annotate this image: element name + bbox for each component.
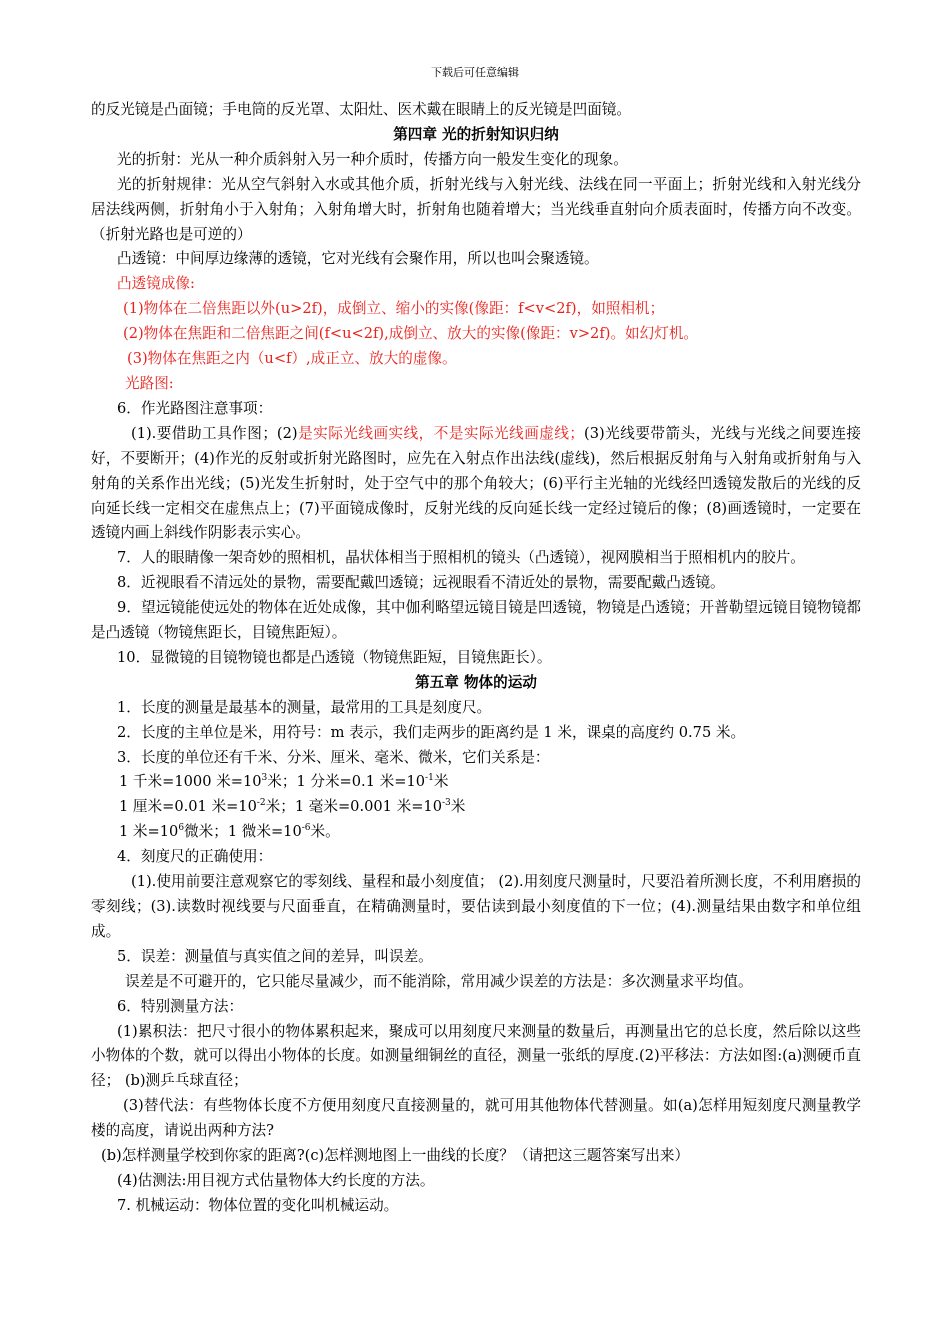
item-1-length-measurement: 1．长度的测量是最基本的测量，最常用的工具是刻度尺。 bbox=[117, 698, 492, 716]
item-3-unit-relations: 3．长度的单位还有千米、分米、厘米、毫米、微米，它们关系是： bbox=[117, 748, 550, 766]
imaging-case-3: (3)物体在焦距之内（u<f）,成正立、放大的虚像。 bbox=[127, 350, 457, 368]
imaging-case-2: (2)物体在焦距和二倍焦距之间(f<u<2f),成倒立、放大的实像(像距：v>2f)。如幻灯机。 bbox=[123, 325, 699, 343]
method-accumulation-translation: (1)累积法：把尺寸很小的物体累积起来，聚成可以用刻度尺来测量的数量后，再测量出它的总长度，然后除以这些小物体的个数，就可以得出小物体的长度。如测量细铜丝的直径，测量一张纸的厚度.(2)平移法：方法如图:(a)测硬币直径； (b)测乒乓球直径； bbox=[91, 1022, 861, 1090]
paragraph-mirror-types: 的反光镜是凸面镜；手电筒的反光罩、太阳灶、医术戴在眼睛上的反光镜是凹面镜。 bbox=[91, 101, 631, 118]
notes-part-1: (1).要借助工具作图；(2) bbox=[131, 424, 298, 442]
method-substitution-questions: (b)怎样测量学校到你家的距离?(c)怎样测地图上一曲线的长度？（请把这三题答案写出来） bbox=[101, 1147, 690, 1165]
item-7-mechanical-motion: 7. 机械运动：物体位置的变化叫机械运动。 bbox=[117, 1196, 399, 1214]
convex-lens-imaging-title: 凸透镜成像: bbox=[117, 275, 195, 293]
document-body bbox=[91, 98, 861, 1219]
item-5-error: 5．误差：测量值与真实值之间的差异，叫误差。 bbox=[117, 947, 433, 965]
item-10-microscope: 10．显微镜的目镜物镜也都是凸透镜（物镜焦距短，目镜焦距长）。 bbox=[117, 648, 552, 666]
unit-relation-2: 1 厘米=0.01 米$=10^{-2}$米；1 毫米=0.001 米$=10^{-3}$米 bbox=[119, 798, 466, 816]
item-9-telescope: 9．望远镜能使远处的物体在近处成像，其中伽利略望远镜目镜是凹透镜，物镜是凸透镜；开普勒望远镜目镜物镜都是凸透镜（物镜焦距长，目镜焦距短）。 bbox=[91, 599, 861, 642]
error-detail: 误差是不可避开的，它只能尽量减少，而不能消除，常用减少误差的方法是：多次测量求平均值。 bbox=[125, 972, 753, 990]
item-8-glasses: 8．近视眼看不清远处的景物，需要配戴凹透镜；远视眼看不清近处的景物，需要配戴凸透镜。 bbox=[117, 574, 725, 592]
unit-relation-3: 1 米$=10^6$微米；1 微米$=10^{-6}$米。 bbox=[119, 823, 340, 841]
item-4-ruler-usage: 4．刻度尺的正确使用： bbox=[117, 848, 273, 866]
light-path-notes-detail bbox=[91, 422, 861, 547]
paragraph-convex-lens: 凸透镜：中间厚边缘薄的透镜，它对光线有会聚作用，所以也叫会聚透镜。 bbox=[117, 250, 599, 268]
item-6-special-methods: 6．特别测量方法： bbox=[117, 997, 244, 1015]
method-substitution: (3)替代法：有些物体长度不方便用刻度尺直接测量的，就可用其他物体代替测量。如(a)怎样用短刻度尺测量教学楼的高度，请说出两种方法? bbox=[91, 1097, 861, 1140]
unit-relation-1: 1 千米=1000 米$=10^3$米；1 分米=0.1 米$=10^{-1}$米 bbox=[119, 773, 449, 791]
chapter5-heading: 第五章 物体的运动 bbox=[415, 673, 537, 691]
item-2-length-unit: 2．长度的主单位是米，用符号：m 表示，我们走两步的距离约是 1 米，课桌的高度约 0.75 米。 bbox=[117, 723, 746, 741]
ruler-usage-detail: (1).使用前要注意观察它的零刻线、量程和最小刻度值； (2).用刻度尺测量时，尺要沿着所测长度，不利用磨损的零刻线；(3).读数时视线要与尺面垂直，在精确测量时，要估读到最小刻度值的下一位；(4).测量结果由数字和单位组成。 bbox=[91, 873, 861, 940]
chapter4-heading: 第四章 光的折射知识归纳 bbox=[393, 125, 559, 143]
paragraph-refraction-law: 光的折射规律：光从空气斜射入水或其他介质，折射光线与入射光线、法线在同一平面上；折射光线和入射光线分居法线两侧，折射角小于入射角；入射角增大时，折射角也随着增大；当光线垂直射向介质表面时，传播方向不改变。（折射光路也是可逆的） bbox=[91, 175, 861, 243]
notes-part-2: (3)光线要带箭头，光线与光线之间要连接好，不要断开；(4)作光的反射或折射光路图时，应先在入射点作出法线(虚线)，然后根据反射角与入射角或折射角与入射角的关系作出光线；(5)光发生折射时，处于空气中的那个角较大；(6)平行主光轴的光线经凹透镜发散后的光线的反向延长线一定相交在虚焦点上；(7)平面镜成像时，反射光线的反向延长线一定经过镜后的像；(8)画透镜时，一定要在透镜内画上斜线作阴影表示实心。 bbox=[91, 424, 861, 542]
notes-highlight: 是实际光线画实线，不是实际光线画虚线； bbox=[297, 424, 585, 442]
page-header: 下载后可任意编辑 bbox=[431, 66, 519, 79]
item-6-light-path-notes: 6．作光路图注意事项： bbox=[117, 399, 273, 417]
imaging-case-1: (1)物体在二倍焦距以外(u>2f)，成倒立、缩小的实像(像距：f<v<2f)，如照相机； bbox=[123, 300, 665, 318]
light-path-title: 光路图: bbox=[125, 374, 174, 392]
paragraph-refraction-definition: 光的折射：光从一种介质斜射入另一种介质时，传播方向一般发生变化的现象。 bbox=[117, 150, 628, 168]
item-7-eye: 7．人的眼睛像一架奇妙的照相机，晶状体相当于照相机的镜头（凸透镜），视网膜相当于照相机内的胶片。 bbox=[117, 549, 805, 567]
method-estimation: (4)估测法:用目视方式估量物体大约长度的方法。 bbox=[117, 1171, 435, 1189]
